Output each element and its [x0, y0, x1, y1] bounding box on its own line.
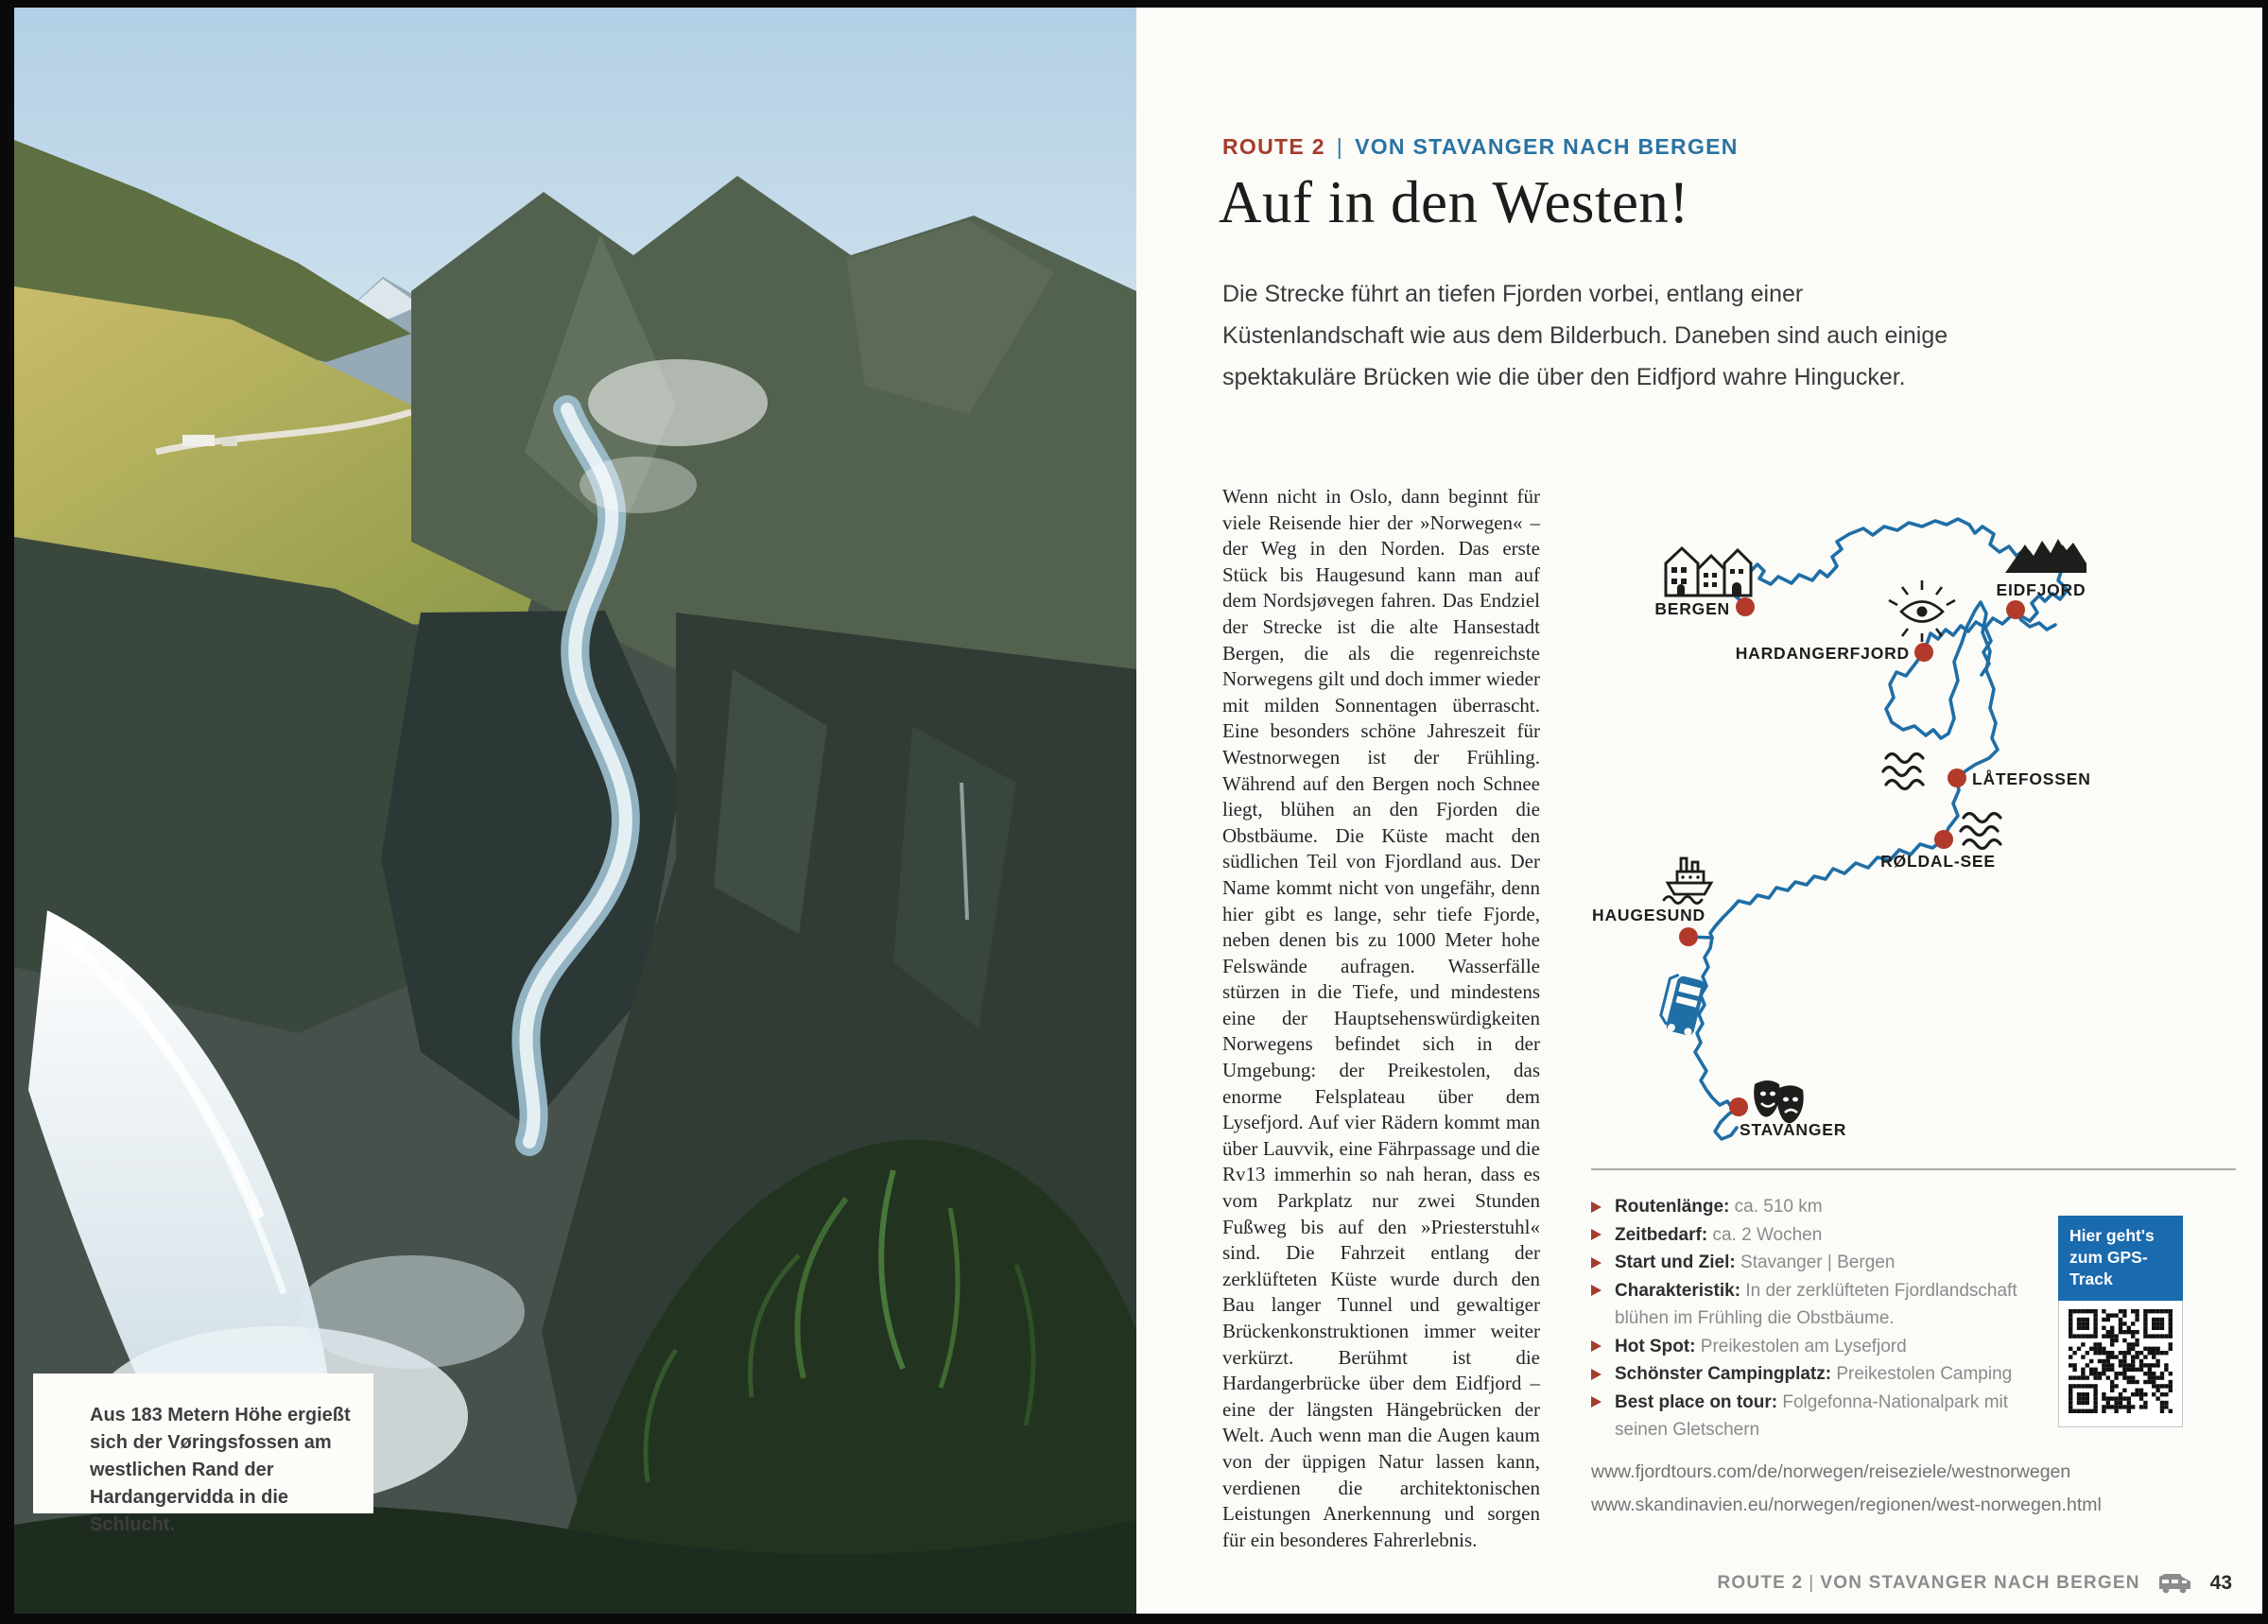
page-footer	[1718, 1572, 2233, 1595]
fact-label: Best place on tour:	[1615, 1391, 1778, 1412]
section-divider	[1591, 1168, 2236, 1170]
gps-track-label	[2058, 1216, 2183, 1301]
fact-label: Charakteristik:	[1615, 1280, 1741, 1301]
article-page	[1136, 8, 2262, 1614]
fact-value: Stavanger | Bergen	[1740, 1253, 1896, 1272]
footer-breadcrumb	[1718, 1573, 2140, 1594]
marker-hardangerfjord	[1914, 643, 1933, 662]
list-item	[1591, 1389, 2064, 1444]
photo-caption: Aus 183 Metern Höhe ergießt sich der Vøringsfossen am westlichen Rand der Hardangervidda in die Schlucht.	[33, 1373, 373, 1513]
list-item	[1591, 1221, 2064, 1250]
waves-icon	[1883, 754, 1923, 789]
fact-value: In der zerklüfteten Fjordlandschaft blühen im Frühling die Obstbäume.	[1615, 1280, 2017, 1328]
kicker-route-title: VON STAVANGER NACH BERGEN	[1355, 134, 1739, 159]
list-item	[1591, 1277, 2064, 1333]
map-label-bergen: BERGEN	[1654, 599, 1730, 618]
list-item	[1591, 1333, 2064, 1361]
fact-value: ca. 510 km	[1734, 1197, 1823, 1217]
qr-code[interactable]	[2058, 1301, 2183, 1427]
marker-bergen	[1736, 597, 1755, 616]
fact-label: Routenlänge:	[1615, 1197, 1730, 1217]
fact-label: Start und Ziel:	[1615, 1253, 1736, 1272]
ship-icon	[1664, 858, 1711, 904]
map-label-haugesund: HAUGESUND	[1592, 906, 1705, 924]
fact-value: Preikestolen Camping	[1836, 1364, 2013, 1384]
gps-label-line1: Hier geht's	[2069, 1226, 2155, 1245]
marker-haugesund	[1679, 927, 1698, 946]
camper-van-icon	[2155, 1572, 2195, 1595]
footer-title: VON STAVANGER NACH BERGEN	[1820, 1573, 2140, 1593]
intro-paragraph: Die Strecke führt an tiefen Fjorden vorbei, entlang einer Küstenlandschaft wie aus dem Bilderbuch. Daneben sind auch einige spektakuläre Brücken wie die über den Eidfjord wahre Hingucker.	[1222, 281, 1948, 390]
map-label-latefossen: LÅTEFOSSEN	[1972, 769, 2091, 788]
fact-value: Preikestolen am Lysefjord	[1700, 1336, 1907, 1356]
gps-label-line2: zum GPS-Track	[2069, 1248, 2148, 1288]
gps-track-box	[2058, 1216, 2183, 1427]
list-item	[1591, 1193, 2064, 1221]
waterfall-photo	[14, 8, 1136, 1614]
fact-label: Zeitbedarf:	[1615, 1224, 1708, 1245]
fact-value: Folgefonna-Nationalpark mit seinen Gletschern	[1615, 1391, 2009, 1440]
link-fjordtours[interactable]: www.fjordtours.com/de/norwegen/reiseziele/westnorwegen	[1591, 1461, 2071, 1482]
web-links	[1591, 1456, 2102, 1522]
marker-roldal-see	[1934, 830, 1953, 849]
map-label-stavanger: STAVANGER	[1740, 1120, 1847, 1139]
waves-icon	[1961, 814, 2000, 849]
marker-latefossen	[1948, 769, 1966, 787]
marker-eidfjord	[2006, 600, 2025, 619]
route-map	[1588, 510, 2193, 1174]
link-skandinavien[interactable]: www.skandinavien.eu/norwegen/regionen/west-norwegen.html	[1591, 1494, 2102, 1515]
fact-value: ca. 2 Wochen	[1712, 1224, 1823, 1245]
page-number: 43	[2209, 1572, 2232, 1594]
map-label-roldal-see: RØLDAL-SEE	[1880, 852, 1996, 871]
list-item	[1591, 1360, 2064, 1389]
marker-stavanger	[1729, 1097, 1748, 1116]
theater-masks-icon	[1754, 1080, 1804, 1123]
route-facts-list	[1591, 1193, 2064, 1444]
list-item	[1591, 1249, 2064, 1277]
kicker-separator: |	[1336, 134, 1344, 159]
map-label-hardangerfjord: HARDANGERFJORD	[1735, 644, 1910, 663]
footer-route: ROUTE 2	[1717, 1573, 1804, 1593]
fact-label: Schönster Campingplatz:	[1615, 1364, 1832, 1384]
houses-icon	[1666, 548, 1751, 596]
page-title: Auf in den Westen!	[1219, 169, 1689, 235]
kicker-route-label: ROUTE 2	[1222, 134, 1325, 159]
map-label-eidfjord: EIDFJORD	[1996, 580, 2086, 599]
footer-separator: |	[1809, 1573, 1815, 1593]
kicker	[1222, 134, 1739, 160]
fact-label: Hot Spot:	[1615, 1336, 1696, 1356]
body-text: Wenn nicht in Oslo, dann beginnt für viele Reisende hier der »Norwegen« – der Weg in den Norden. Das erste Stück bis Haugesund kann man auf dem Nordsjøvegen fahren. Das Endziel der Strecke ist die alte Hansestadt Bergen, die als die regenreichste Norwegens gilt und doch immer wieder mit milden Sonnentagen überrascht. Eine besonders schöne Jahreszeit für Westnorwegen ist der Frühling. Während auf den Bergen noch Schnee liegt, blühen an den Fjorden die Obstbäume. Die Küste macht den südlichen Teil von Fjordland aus. Der Name kommt nicht von ungefähr, denn hier gibt es lange, sehr tiefe Fjorde, neben denen bis zu 1000 Meter hohe Felswände aufragen. Wasserfälle stürzen in die Tiefe, und mindestens eine der Hauptsehenswürdigkeiten Norwegens befindet sich in der Umgebung: der Preikestolen, das enorme Felsplateau über dem Lysefjord. Auf vier Rädern kommt man über Lauvvik, eine Fährpassage und die Rv13 immerhin so nah heran, dass es vom Parkplatz nur zwei Stunden Fußweg bis auf den »Priesterstuhl« sind. Die Fahrzeit entlang der zerklüfteten Küste wurde durch den Bau langer Tunnel und gewaltiger Brückenkonstruktionen immer weiter verkürzt. Berühmt ist die Hardangerbrücke über dem Eidfjord – eine der längsten Hängebrücken der Welt. Auch wenn man die Augen kaum von der üppigen Natur lassen kann, verdienen die architektonischen Leistungen Anerkennung und sorgen für ein besonderes Fahrerlebnis.	[1222, 485, 1540, 1551]
